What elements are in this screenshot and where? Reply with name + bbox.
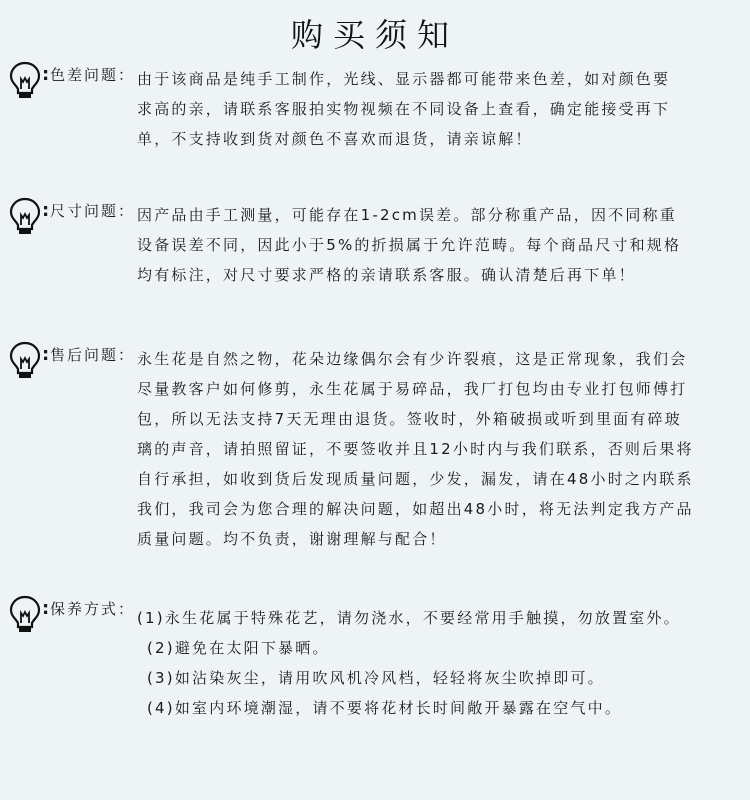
care-item: (4)如室内环境潮湿，请不要将花材长时间敞开暴露在空气中。 <box>147 699 623 717</box>
text-line: 单，不支持收到货对颜色不喜欢而退货，请亲谅解！ <box>137 130 533 148</box>
text-line: 设备误差不同，因此小于5%的折损属于允许范畴。每个商品尺寸和规格 <box>137 236 682 254</box>
light-bulb-icon <box>8 60 42 100</box>
light-bulb-icon <box>8 340 42 380</box>
section-colon: : <box>42 200 50 221</box>
text-line: 均有标注，对尺寸要求严格的亲请联系客服。确认清楚后再下单！ <box>137 266 636 284</box>
text-line: 永生花是自然之物，花朵边缘偶尔会有少许裂痕，这是正常现象，我们会 <box>137 350 688 368</box>
section-label: 尺寸问题： <box>50 202 136 220</box>
text-line: 求高的亲，请联系客服拍实物视频在不同设备上查看，确定能接受再下 <box>137 100 671 118</box>
text-line: 因产品由手工测量，可能存在1-2cm误差。部分称重产品，因不同称重 <box>137 206 677 224</box>
section-label: 色差问题： <box>50 66 136 84</box>
light-bulb-icon <box>8 594 42 634</box>
text-line: 包，所以无法支持7天无理由退货。签收时，外箱破损或听到里面有碎玻 <box>137 410 682 428</box>
page-title: 购买须知 <box>290 16 459 54</box>
light-bulb-icon <box>8 196 42 236</box>
section-colon: : <box>42 598 50 619</box>
section-body <box>137 344 737 554</box>
section-body <box>137 200 737 290</box>
section-label: 售后问题： <box>50 346 136 364</box>
section-label: 保养方式： <box>50 600 136 618</box>
care-item: (2)避免在太阳下暴晒。 <box>147 639 330 657</box>
care-item: (1)永生花属于特殊花艺，请勿浇水，不要经常用手触摸，勿放置室外。 <box>137 609 681 627</box>
section-body <box>137 64 737 154</box>
text-line: 质量问题。均不负责，谢谢理解与配合！ <box>137 530 447 548</box>
text-line: 由于该商品是纯手工制作，光线、显示器都可能带来色差，如对颜色要 <box>137 70 671 88</box>
text-line: 我们，我司会为您合理的解决问题，如超出48小时，将无法判定我方产品 <box>137 500 694 518</box>
care-item: (3)如沾染灰尘，请用吹风机冷风档，轻轻将灰尘吹掉即可。 <box>147 669 605 687</box>
text-line: 尽量教客户如何修剪，永生花属于易碎品，我厂打包均由专业打包师傅打 <box>137 380 688 398</box>
text-line: 自行承担，如收到货后发现质量问题，少发，漏发，请在48小时之内联系 <box>137 470 694 488</box>
section-colon: : <box>42 344 50 365</box>
text-line: 璃的声音，请拍照留证，不要签收并且12小时内与我们联系，否则后果将 <box>137 440 694 458</box>
section-colon: : <box>42 64 50 85</box>
